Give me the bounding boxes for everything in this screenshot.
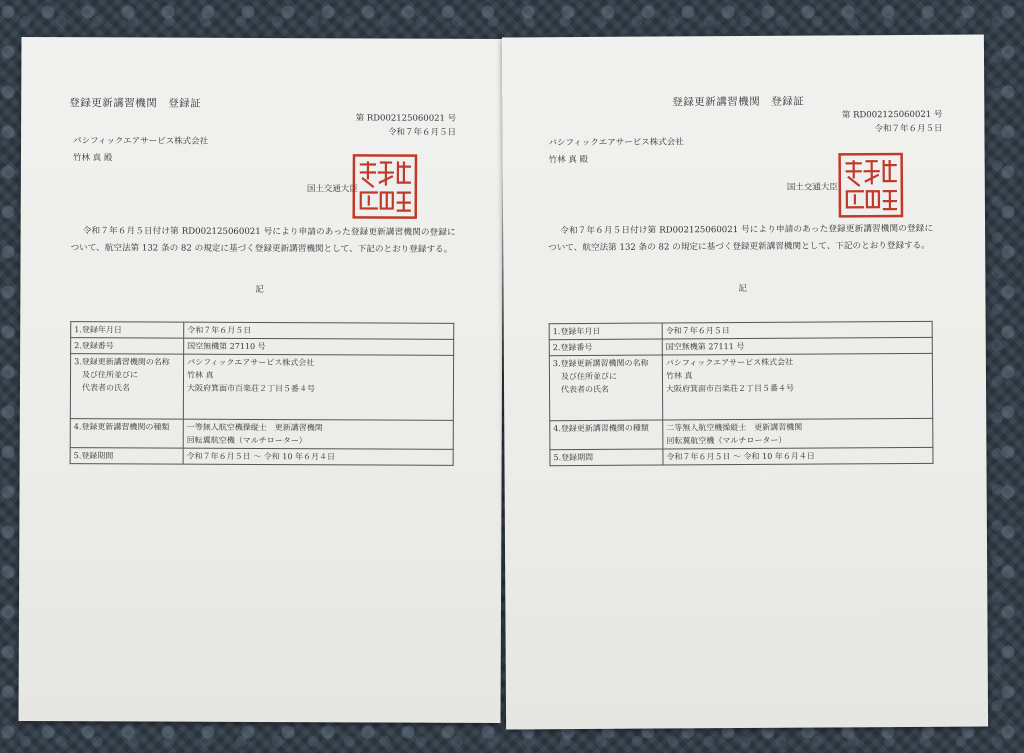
table-row: 3.登録更新講習機関の名称 及び住所並びに 代表者の氏名 パシフィックエアサービス株式会社 竹林 真 大阪府箕面市百楽荘２丁目５番４号 (70, 354, 453, 421)
certificate-body: 令和７年６月５日付け第 RD002125060021 号により申請のあった登録更新講習機関の登録について、航空法第 132 条の 82 の規定に基づく登録更新講習機関として、下記のとおり登録する。 (70, 226, 456, 255)
table-row: 1.登録年月日 令和７年６月５日 (549, 321, 932, 339)
table-row: 1.登録年月日 令和７年６月５日 (71, 322, 454, 340)
table-row: 2.登録番号 国空無機第 27111 号 (549, 337, 932, 355)
certificate-date: 令和７年６月５日 (874, 123, 943, 135)
certificate-meta (820, 108, 942, 137)
certificate-title: 登録更新講習機関 登録証 (672, 95, 805, 109)
ki-marker: 記 (738, 283, 747, 295)
certificate-number: 第 RD002125060021 号 (355, 113, 457, 124)
recipient-name: 竹林 真 殿 (548, 154, 589, 166)
ki-marker: 記 (255, 284, 264, 296)
certificate-meta (336, 111, 456, 140)
recipient-block (548, 134, 683, 169)
recipient-company: パシフィックエアサービス株式会社 (73, 136, 209, 147)
table-row: 2.登録番号 国空無機第 27110 号 (71, 338, 454, 356)
recipient-block (73, 133, 208, 168)
official-seal-icon (351, 152, 419, 220)
table-row: 5.登録期間 令和７年６月５日 ～ 令和 10 年６月４日 (70, 448, 453, 466)
certificate-body: 令和７年６月５日付け第 RD002125060021 号により申請のあった登録更新講習機関の登録について、航空法第 132 条の 82 の規定に基づく登録更新講習機関として、下記のとおり登録する。 (548, 223, 934, 254)
table-row: 4.登録更新講習機関の種類 一等無人航空機操縦士 更新講習機関 回転翼航空機（マルチローター） (70, 419, 453, 450)
recipient-company: パシフィックエアサービス株式会社 (548, 137, 684, 149)
table-row: 5.登録期間 令和７年６月５日 ～ 令和 10 年６月４日 (550, 447, 933, 465)
issuer-name: 国土交通大臣 (306, 184, 358, 195)
registration-table (70, 321, 455, 466)
official-seal-icon (837, 151, 905, 219)
certificate-title: 登録更新講習機関 登録証 (69, 97, 202, 110)
recipient-name: 竹林 真 殿 (72, 153, 113, 164)
issuer-name: 国土交通大臣 (786, 182, 838, 193)
certificate-sheet-right (502, 35, 988, 730)
certificate-date: 令和７年６月５日 (388, 127, 457, 138)
registration-table (549, 321, 934, 466)
table-row: 3.登録更新講習機関の名称 及び住所並びに 代表者の氏名 パシフィックエアサービス株式会社 竹林 真 大阪府箕面市百楽荘２丁目５番４号 (549, 353, 932, 420)
certificate-sheet-left (19, 37, 504, 723)
table-row: 4.登録更新講習機関の種類 二等無人航空機操縦士 更新講習機関 回転翼航空機（マルチローター） (550, 418, 933, 449)
certificate-number: 第 RD002125060021 号 (841, 109, 943, 121)
